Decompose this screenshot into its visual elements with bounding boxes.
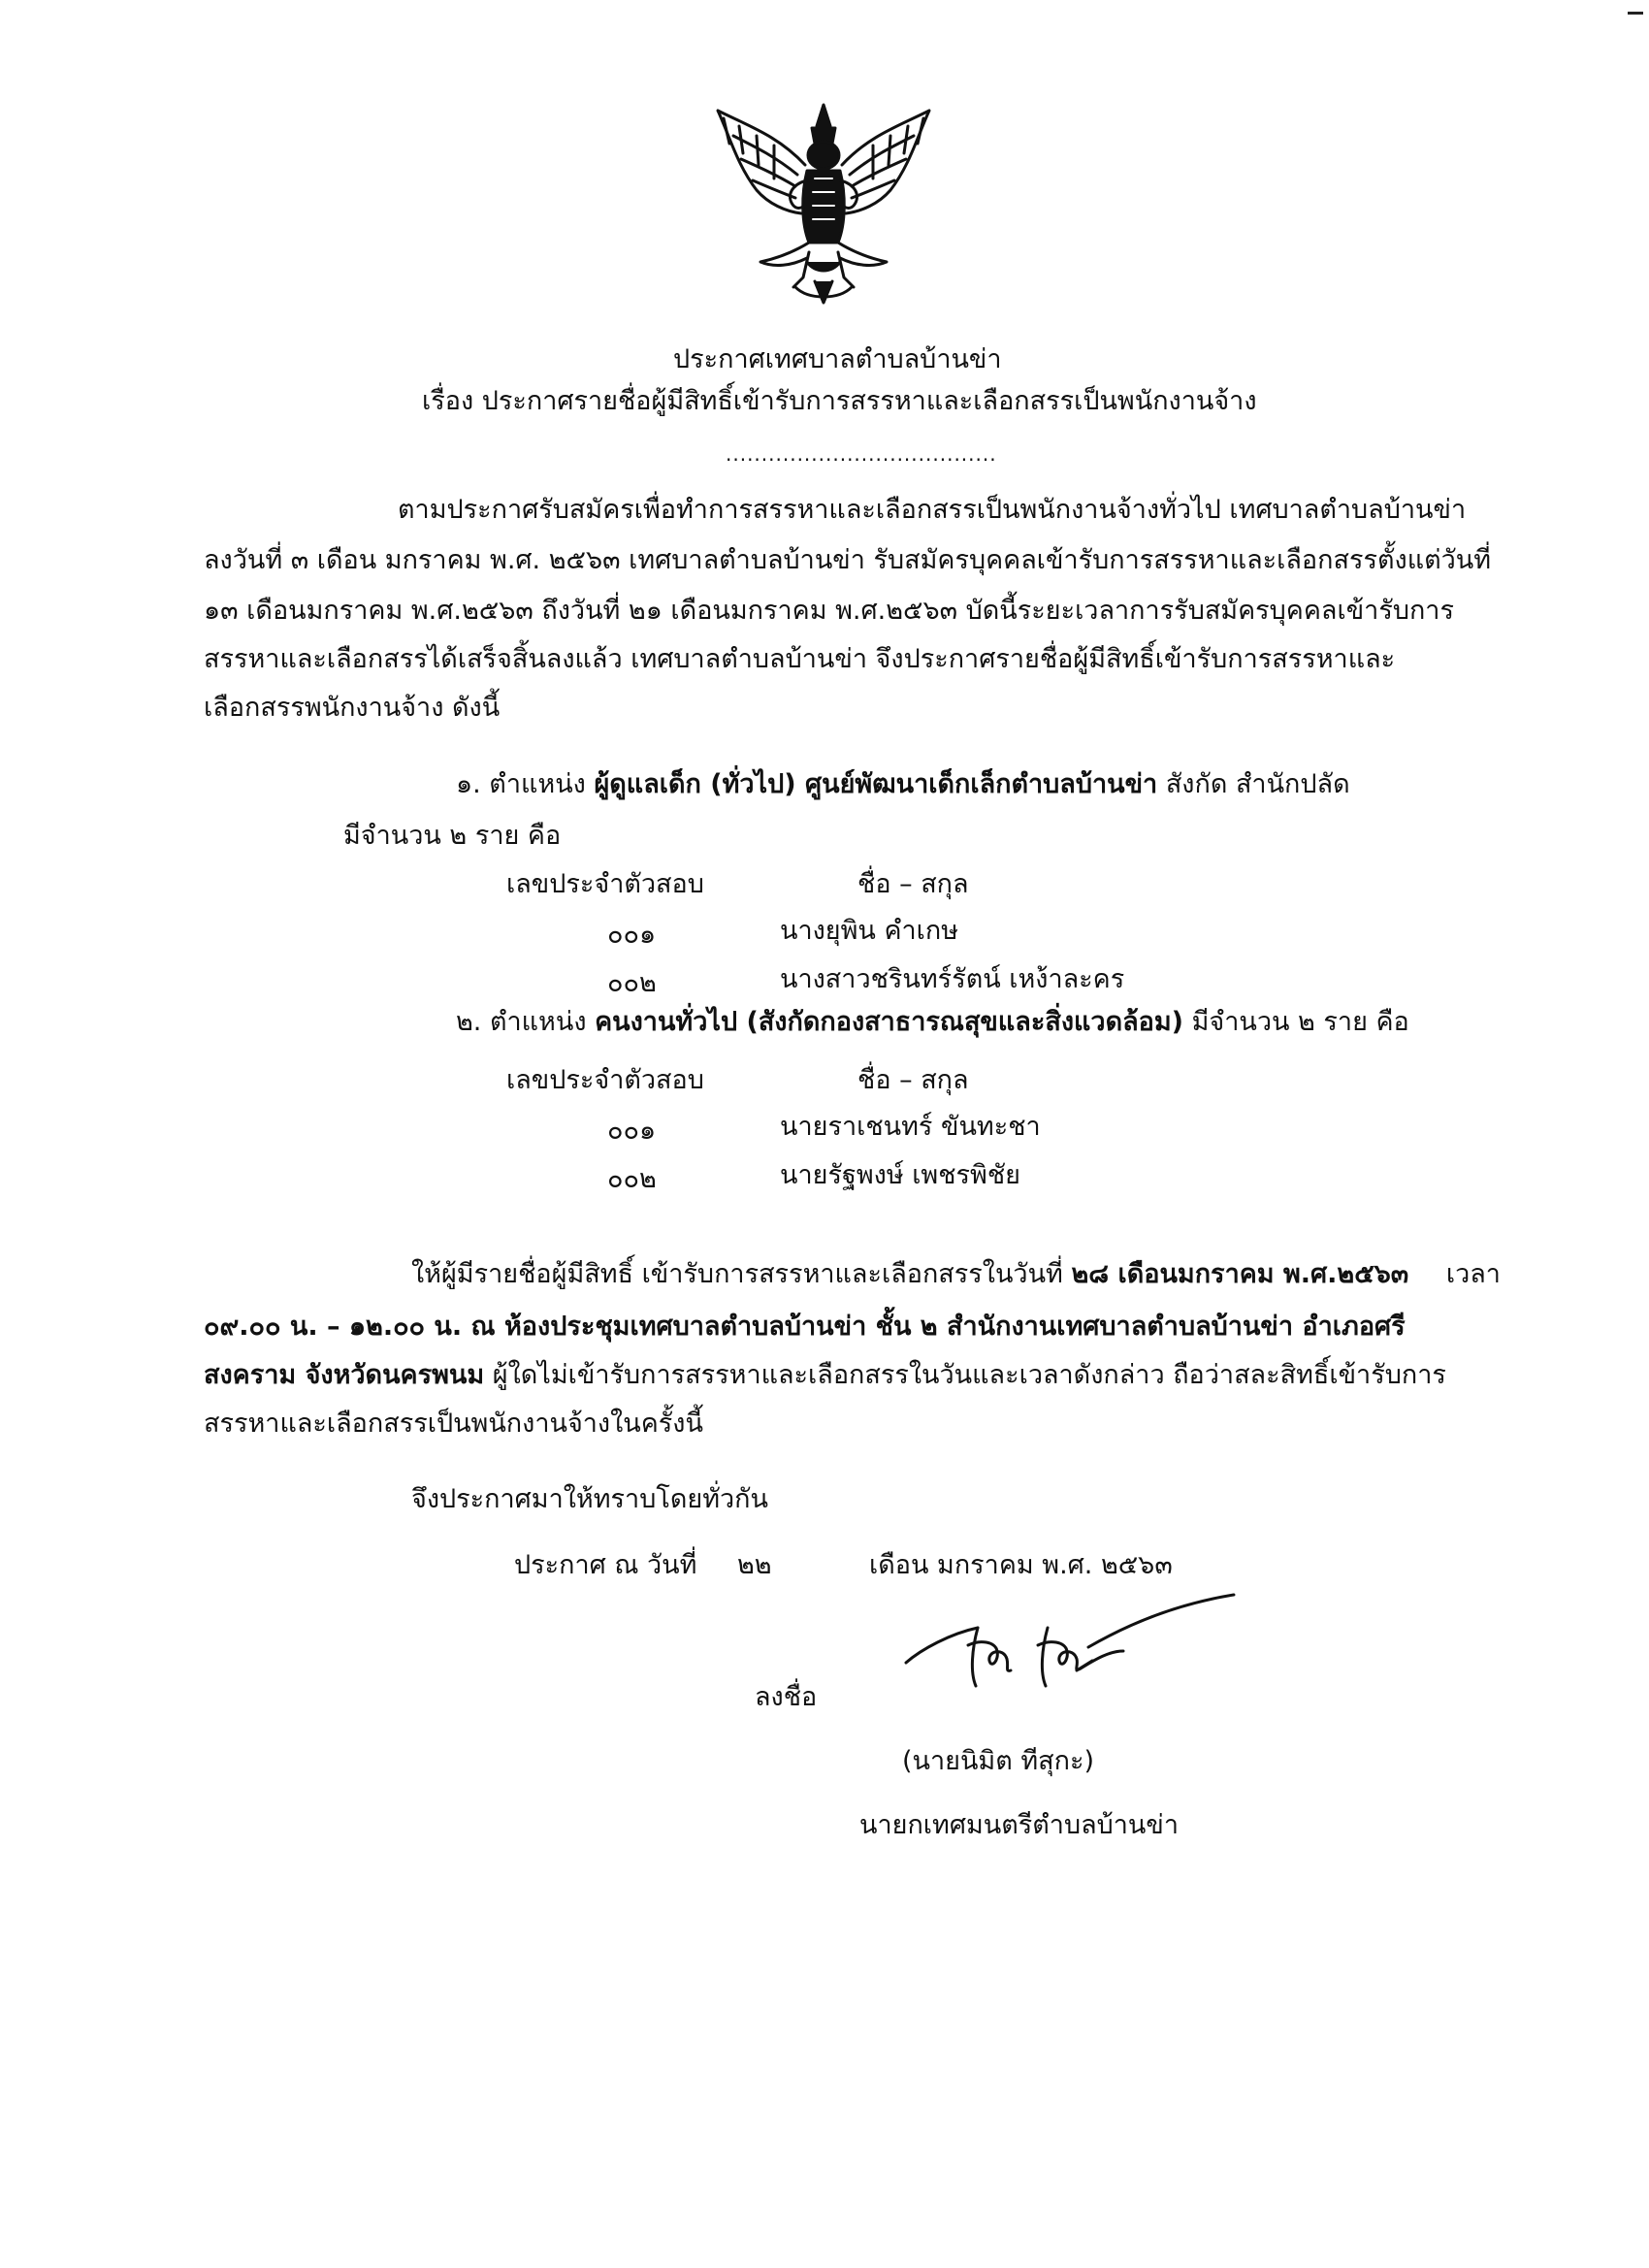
intro-line-4: สรรหาและเลือกสรรได้เสร็จสิ้นลงแล้ว เทศบาลตำบลบ้านข่า จึงประกาศรายชื่อผู้มีสิทธิ์เข้ารับการสรรหาและ [204, 644, 1396, 674]
schedule-date: ๒๘ เดือนมกราคม พ.ศ.๒๕๖๓ [1071, 1259, 1409, 1289]
announce-date-prefix: ประกาศ ณ วันที่ [514, 1550, 697, 1580]
position-2-row-1-name: นายราเชนทร์ ขันทะชา [780, 1112, 1041, 1142]
position-2-prefix: ๒. ตำแหน่ง [456, 1007, 587, 1037]
schedule-line-3 [204, 1362, 1446, 1388]
handwritten-signature [902, 1591, 1242, 1707]
announce-date-rest: เดือน มกราคม พ.ศ. ๒๕๖๓ [869, 1550, 1173, 1580]
schedule-line-4: สรรหาและเลือกสรรเป็นพนักงานจ้างในครั้งนี้ [204, 1409, 703, 1439]
signer-name: (นายนิมิต ทีสุกะ) [902, 1746, 1095, 1776]
position-1-col-name: ชื่อ – สกุล [857, 869, 969, 899]
position-1-title: ผู้ดูแลเด็ก (ทั่วไป) ศูนย์พัฒนาเด็กเล็กตำบลบ้านข่า [594, 769, 1158, 799]
closing-notice: จึงประกาศมาให้ทราบโดยทั่วกัน [411, 1484, 768, 1514]
scan-edge-mark [1628, 12, 1643, 15]
signer-title: นายกเทศมนตรีตำบลบ้านข่า [859, 1810, 1179, 1840]
intro-line-5: เลือกสรรพนักงานจ้าง ดังนี้ [204, 693, 501, 723]
position-1-row-2-name: นางสาวชรินทร์รัตน์ เหง้าละคร [780, 964, 1125, 994]
position-1-suffix: สังกัด สำนักปลัด [1165, 769, 1350, 799]
position-2-row-2-name: นายรัฐพงษ์ เพชรพิชัย [780, 1160, 1020, 1190]
org-title: ประกาศเทศบาลตำบลบ้านข่า [673, 344, 1002, 374]
schedule-line-3-text: ผู้ใดไม่เข้ารับการสรรหาและเลือกสรรในวันและเวลาดังกล่าว ถือว่าสละสิทธิ์เข้ารับการ [492, 1360, 1446, 1390]
position-1-row-1-id: ๐๐๑ [607, 920, 657, 950]
schedule-location: สงคราม จังหวัดนครพนม [204, 1360, 485, 1390]
schedule-line-1 [411, 1261, 1501, 1287]
intro-line-3: ๑๓ เดือนมกราคม พ.ศ.๒๕๖๓ ถึงวันที่ ๒๑ เดือนมกราคม พ.ศ.๒๕๖๓ บัดนี้ระยะเวลาการรับสมัครบุคคลเข้ารับการ [204, 596, 1454, 626]
position-2-title: คนงานทั่วไป (สังกัดกองสาธารณสุขและสิ่งแวดล้อม) [595, 1007, 1184, 1037]
schedule-line-2: ๐๙.๐๐ น. – ๑๒.๐๐ น. ณ ห้องประชุมเทศบาลตำบลบ้านข่า ชั้น ๒ สำนักงานเทศบาลตำบลบ้านข่า อำเภอศรี [204, 1312, 1406, 1342]
schedule-time-label: เวลา [1445, 1259, 1501, 1289]
position-2-row-2-id: ๐๐๒ [607, 1164, 657, 1194]
position-1-prefix: ๑. ตำแหน่ง [456, 769, 586, 799]
schedule-line-1-text: ให้ผู้มีรายชื่อผู้มีสิทธิ์ เข้ารับการสรรหาและเลือกสรรในวันที่ [411, 1259, 1063, 1289]
sign-label: ลงชื่อ [755, 1682, 818, 1712]
position-2-col-id: เลขประจำตัวสอบ [506, 1065, 704, 1095]
intro-line-2: ลงวันที่ ๓ เดือน มกราคม พ.ศ. ๒๕๖๓ เทศบาลตำบลบ้านข่า รับสมัครบุคคลเข้ารับการสรรหาและเลือกสรรตั้งแต่วันที่ [204, 545, 1492, 575]
position-1-col-id: เลขประจำตัวสอบ [506, 869, 704, 899]
position-1-heading [456, 771, 1350, 797]
position-2-heading [456, 1009, 1409, 1035]
position-1-row-2-id: ๐๐๒ [607, 968, 657, 998]
subject-line: เรื่อง ประกาศรายชื่อผู้มีสิทธิ์เข้ารับการสรรหาและเลือกสรรเป็นพนักงานจ้าง [422, 386, 1257, 416]
position-2-col-name: ชื่อ – สกุล [857, 1065, 969, 1095]
position-2-row-1-id: ๐๐๑ [607, 1116, 657, 1146]
position-2-suffix: มีจำนวน ๒ ราย คือ [1191, 1007, 1409, 1037]
garuda-emblem-icon [700, 97, 947, 308]
intro-line-1: ตามประกาศรับสมัครเพื่อทำการสรรหาและเลือกสรรเป็นพนักงานจ้างทั่วไป เทศบาลตำบลบ้านข่า [398, 495, 1467, 525]
position-1-row-1-name: นางยุพิน คำเกษ [780, 916, 959, 946]
announce-day: ๒๒ [737, 1550, 772, 1580]
position-1-count: มีจำนวน ๒ ราย คือ [343, 821, 562, 851]
header-divider: ...................................... [726, 442, 997, 466]
